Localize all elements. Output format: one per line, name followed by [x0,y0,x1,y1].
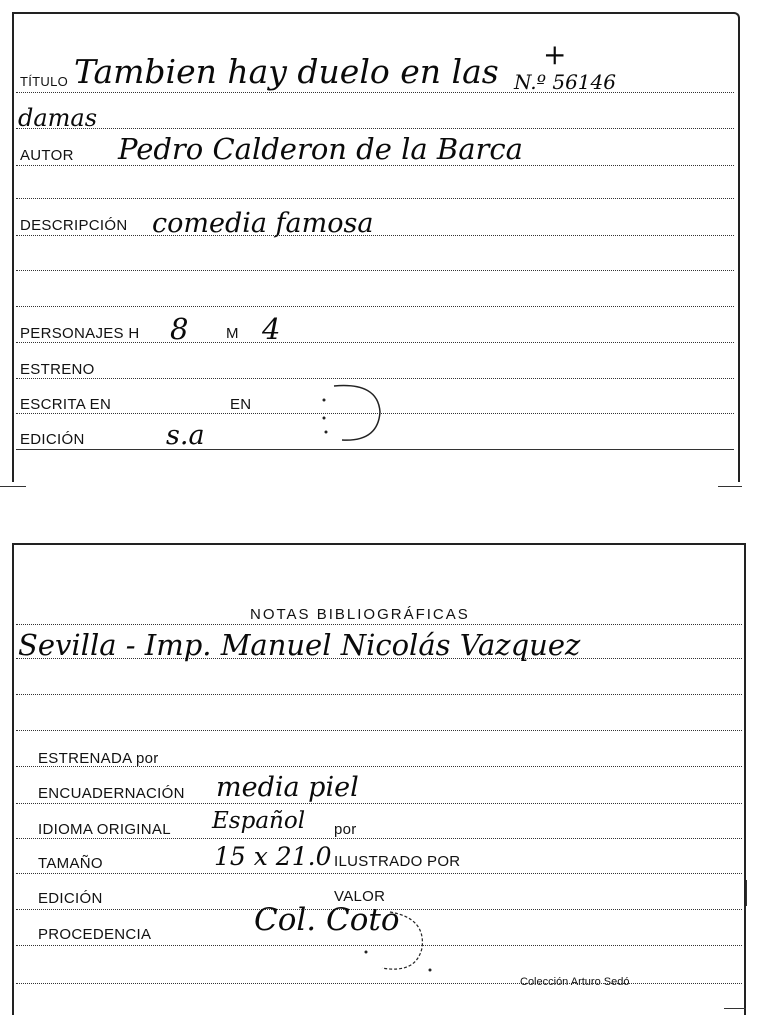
estreno-label: ESTRENO [20,361,95,378]
idioma-por-label: por [334,821,357,838]
rule-line [16,803,742,804]
rule-line [16,270,734,271]
titulo-cont-value: damas [18,104,98,132]
ilustrado-label: ILUSTRADO POR [334,853,461,870]
numero-value: N.º 56146 [514,70,616,94]
edicion-value: s.a [166,420,205,451]
descripcion-label: DESCRIPCIÓN [20,217,128,234]
en-label: EN [230,396,252,413]
rule-line [16,624,742,625]
edge-mark [718,486,742,487]
idioma-value: Español [212,808,306,834]
procedencia-label: PROCEDENCIA [38,926,152,943]
cross-mark: + [543,38,567,71]
tamano-label: TAMAÑO [38,855,103,872]
titulo-label: TÍTULO [20,74,69,89]
rule-line [16,838,742,839]
rule-line [16,730,742,731]
rule-line [16,306,734,307]
estrenada-label: ESTRENADA por [38,750,159,767]
autor-value: Pedro Calderon de la Barca [118,132,523,166]
escrita-en-label: ESCRITA EN [20,396,112,413]
procedencia-value: Col. Coto [254,902,400,938]
valor-label: VALOR [334,888,386,905]
collection-credit: Colección Arturo Sedó [520,976,630,988]
edge-mark [746,880,747,906]
personajes-m-value: 4 [262,312,281,346]
rule-line [16,92,734,93]
rule-line [16,128,734,129]
edge-mark [0,486,26,487]
rule-line [16,342,734,343]
rule-line [16,449,734,450]
personajes-h-value: 8 [170,312,189,346]
rule-line [16,198,734,199]
titulo-value: Tambien hay duelo en las [74,52,499,91]
rule-line [16,235,734,236]
tamano-value: 15 x 21.0 [214,842,332,871]
personajes-label: PERSONAJES H [20,325,140,342]
rule-line [16,873,742,874]
personajes-m-label: M [226,325,239,342]
edicion-label-2: EDICIÓN [38,890,103,907]
encuadernacion-label: ENCUADERNACIÓN [38,785,185,802]
rule-line [16,983,742,984]
edicion-label: EDICIÓN [20,431,85,448]
punch-hole-mark [356,908,436,978]
autor-label: AUTOR [20,147,74,164]
descripcion-value: comedia famosa [152,208,374,239]
edge-mark [724,1008,746,1009]
notas-heading: NOTAS BIBLIOGRÁFICAS [250,606,470,623]
rule-line [16,694,742,695]
notas-value: Sevilla - Imp. Manuel Nicolás Vazquez [18,628,581,662]
encuadernacion-value: media piel [216,772,359,803]
punch-hole-mark [316,378,396,446]
idioma-label: IDIOMA ORIGINAL [38,821,171,838]
